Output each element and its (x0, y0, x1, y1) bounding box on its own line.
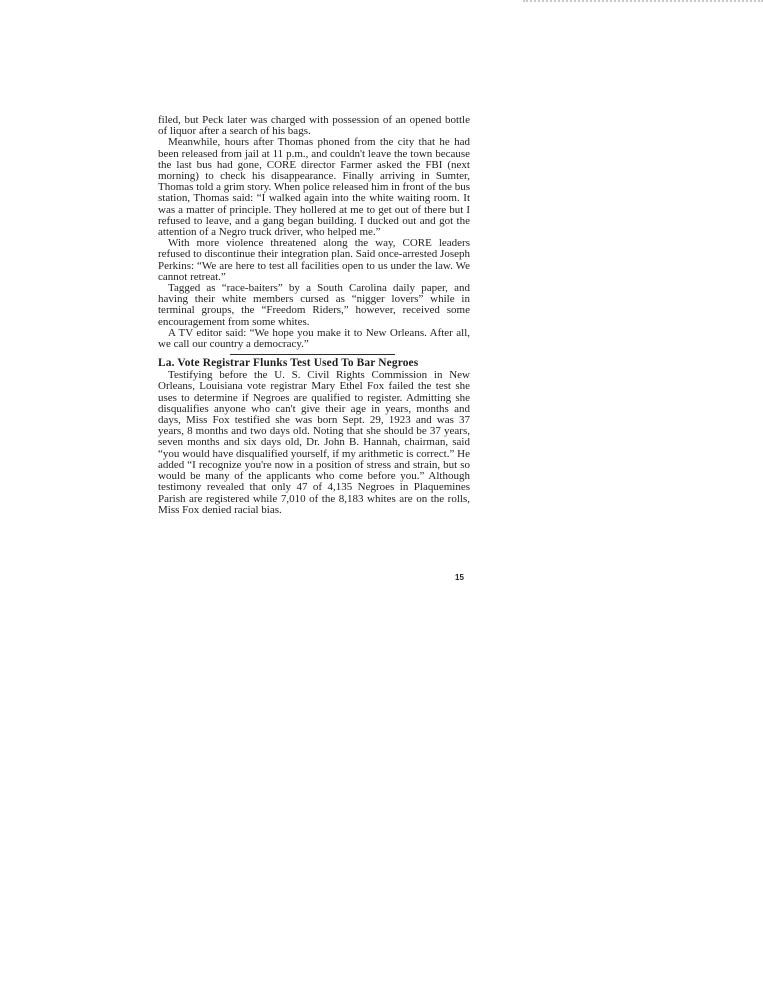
article-column (158, 115, 470, 516)
paragraph-2: Meanwhile, hours after Thomas phoned from the city that he had been released from jail at 11 p.m., and couldn't leave the town because the last bus had gone, CORE director Farmer asked the FBI (next morning) to check his disappearance. Finally arriving in Sumter, Thomas told a grim story. When police released him in front of the bus station, Thomas said: “I walked again into the white waiting room. It was a matter of principle. They hollered at me to get out of there but I refused to leave, and a gang began building. I ducked out and got the attention of a Negro truck driver, who helped me.” (158, 136, 470, 239)
paragraph-1: filed, but Peck later was charged with possession of an opened bottle of liquor after a search of his bags. (158, 114, 470, 138)
page-number: 15 (455, 573, 464, 582)
section-divider (230, 354, 395, 355)
article-headline: La. Vote Registrar Flunks Test Used To Bar Negroes (158, 357, 419, 370)
article-body: Testifying before the U. S. Civil Rights Commission in New Orleans, Louisiana vote registrar Mary Ethel Fox failed the test she uses to determine if Negroes are qualified to register. Admitting she disqualifies anyone who can't give their age in years, months and days, Miss Fox testified she was born Sept. 29, 1923 and was 37 years, 8 months and two days old. Noting that she should be 37 years, seven months and six days old, Dr. John B. Hannah, chairman, said “you would have disqualified yourself, if my arithmetic is correct.” He added “I recognize you're now in a position of stress and strain, but so would be many of the applicants who come before you.” Although testimony revealed that only 47 of 4,135 Negroes in Plaquemines Parish are registered while 7,010 of the 8,183 whites are on the rolls, Miss Fox denied racial bias. (158, 369, 470, 516)
scan-edge-border (523, 0, 763, 5)
paragraph-5: A TV editor said: “We hope you make it to New Orleans. After all, we call our country a democracy.” (158, 326, 470, 351)
paragraph-4: Tagged as “race-baiters” by a South Carolina daily paper, and having their white members cursed as “nigger lovers” while in terminal groups, the “Freedom Riders,” however, received some encouragement from some whites. (158, 282, 470, 328)
paragraph-3: With more violence threatened along the way, CORE leaders refused to discontinue their integration plan. Said once-arrested Joseph Perkins: “We are here to test all facilities open to us under the law. We cannot retreat.” (158, 237, 470, 283)
